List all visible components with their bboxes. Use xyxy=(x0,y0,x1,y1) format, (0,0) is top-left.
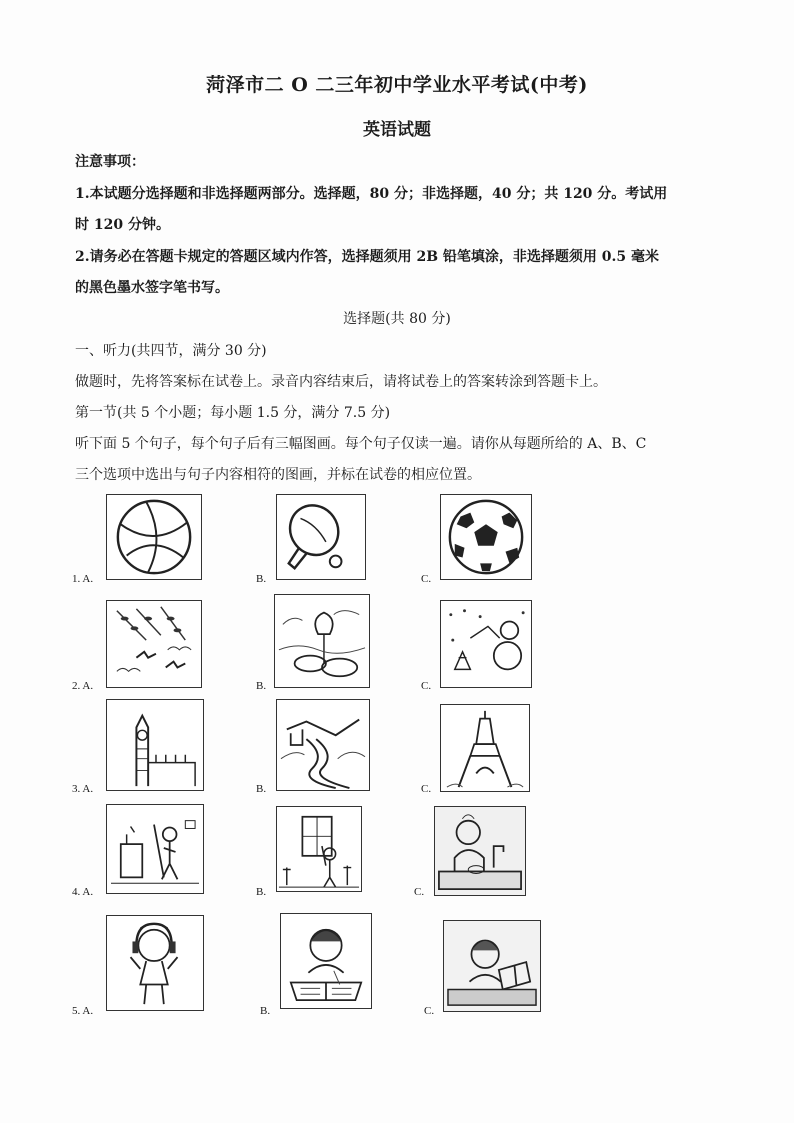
soccer-ball-icon[interactable] xyxy=(440,494,532,580)
q2-label-b: B. xyxy=(256,680,267,692)
q3-label-a: 3. A. xyxy=(72,783,94,795)
cleaning-window-icon[interactable] xyxy=(276,806,362,892)
sub1-instruction-line-1: 听下面 5 个句子，每个句子后有三幅图画。每个句子仅读一遍。请你从每题所给的 A、B、C xyxy=(75,436,647,452)
notice-item-2-line-1: 2.请务必在答题卡规定的答题区域内作答，选择题须用 2B 铅笔填涂，非选择题须用 0.5 毫米 xyxy=(75,249,660,265)
exam-subject: 英语试题 xyxy=(363,120,431,140)
summer-lotus-icon[interactable] xyxy=(274,594,370,688)
listening-music-icon[interactable] xyxy=(106,915,204,1011)
winter-snowman-icon[interactable] xyxy=(440,600,532,688)
q5-label-a: 5. A. xyxy=(72,1005,94,1017)
q2-label-c: C. xyxy=(421,680,432,692)
q4-label-a: 4. A. xyxy=(72,886,94,898)
notice-item-1-line-2: 时 120 分钟。 xyxy=(75,217,170,233)
doing-homework-icon[interactable] xyxy=(280,913,372,1009)
q2-label-a: 2. A. xyxy=(72,680,94,692)
sweeping-floor-icon[interactable] xyxy=(106,804,204,894)
great-wall-icon[interactable] xyxy=(276,699,370,791)
sub1-instruction-line-2: 三个选项中选出与句子内容相符的图画，并标在试卷的相应位置。 xyxy=(75,467,481,483)
notice-item-1-line-1: 1.本试题分选择题和非选择题两部分。选择题，80 分；非选择题，40 分；共 120 分。考试用 xyxy=(75,186,668,202)
choice-section-title: 选择题(共 80 分) xyxy=(343,311,451,327)
exam-title: 菏泽市二 O 二三年初中学业水平考试(中考) xyxy=(206,74,588,96)
q3-label-c: C. xyxy=(421,783,432,795)
q3-label-b: B. xyxy=(256,783,267,795)
big-ben-icon[interactable] xyxy=(106,699,204,791)
spring-swallows-icon[interactable] xyxy=(106,600,202,688)
reading-book-icon[interactable] xyxy=(443,920,541,1012)
part1-instruction: 做题时，先将答案标在试卷上。录音内容结束后，请将试卷上的答案转涂到答题卡上。 xyxy=(75,374,607,390)
notice-heading: 注意事项： xyxy=(75,154,145,170)
ping-pong-icon[interactable] xyxy=(276,494,366,580)
notice-item-2-line-2: 的黑色墨水签字笔书写。 xyxy=(75,280,229,296)
q1-label-c: C. xyxy=(421,573,432,585)
washing-dishes-icon[interactable] xyxy=(434,806,526,896)
q1-label-b: B. xyxy=(256,573,267,585)
eiffel-tower-icon[interactable] xyxy=(440,704,530,792)
basketball-icon[interactable] xyxy=(106,494,202,580)
part1-title: 一、听力(共四节，满分 30 分) xyxy=(75,343,267,359)
q5-label-b: B. xyxy=(260,1005,271,1017)
q4-label-b: B. xyxy=(256,886,267,898)
q5-label-c: C. xyxy=(424,1005,435,1017)
q1-label-a: 1. A. xyxy=(72,573,94,585)
q4-label-c: C. xyxy=(414,886,425,898)
sub1-title: 第一节(共 5 个小题；每小题 1.5 分，满分 7.5 分) xyxy=(75,405,391,421)
